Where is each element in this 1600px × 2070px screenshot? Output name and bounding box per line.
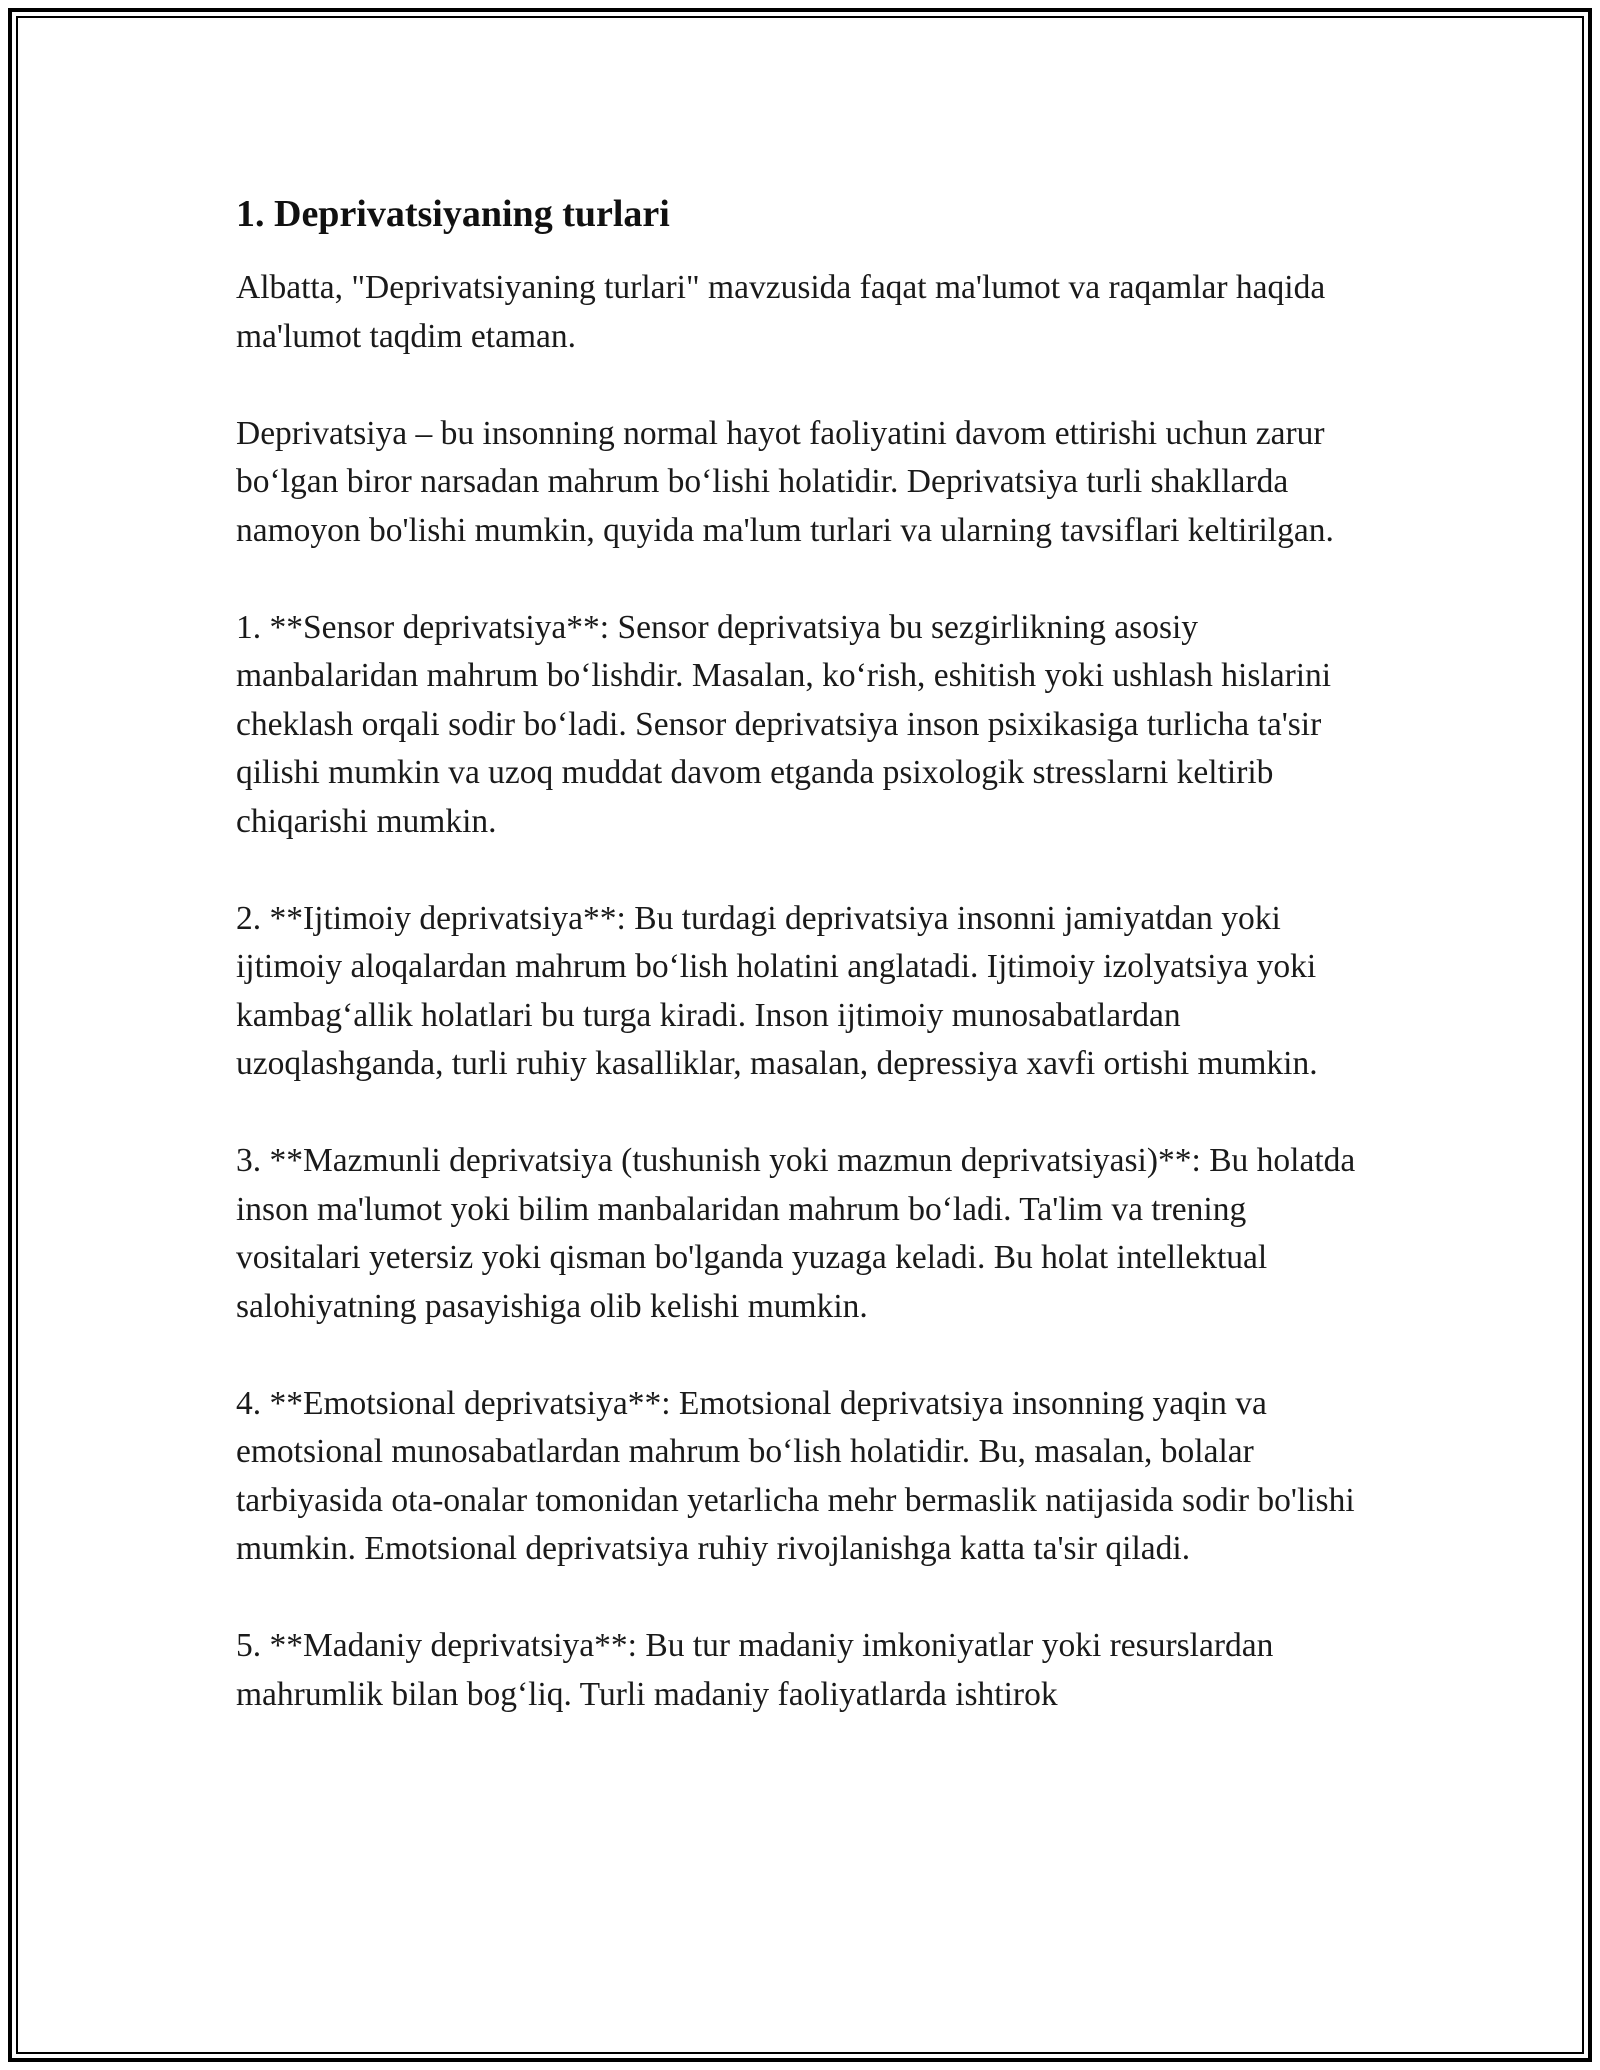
definition-paragraph: Deprivatsiya – bu insonning normal hayot faoliyatini davom ettirishi uchun zarur bo‘lgan biror narsadan mahrum bo‘lishi holatidir. Deprivatsiya turli shakllarda namoyon bo'lishi mumkin, quyida ma'lum turlari va ularning tavsiflari keltirilgan. xyxy=(236,414,1334,549)
list-item-cultural: 5. **Madaniy deprivatsiya**: Bu tur madaniy imkoniyatlar yoki resurslardan mahrumlik bilan bog‘liq. Turli madaniy faoliyatlarda ishtirok xyxy=(236,1627,1274,1713)
list-item-meaningful: 3. **Mazmunli deprivatsiya (tushunish yoki mazmun deprivatsiyasi)**: Bu holatda inson ma'lumot yoki bilim manbalaridan mahrum bo‘ladi. Ta'lim va trening vositalari yetersiz yoki qisman bo'lganda yuzaga keladi. Bu holat intellektual salohiyatning pasayishiga olib kelishi mumkin. xyxy=(236,1142,1356,1325)
document-body xyxy=(236,186,1376,1719)
intro-paragraph: Albatta, "Deprivatsiyaning turlari" mavzusida faqat ma'lumot va raqamlar haqida ma'lumot taqdim etaman. xyxy=(236,269,1326,355)
list-item-social: 2. **Ijtimoiy deprivatsiya**: Bu turdagi deprivatsiya insonni jamiyatdan yoki ijtimoiy aloqalardan mahrum bo‘lish holatini anglatadi. Ijtimoiy izolyatsiya yoki kambag‘allik holatlari bu turga kiradi. Inson ijtimoiy munosabatlardan uzoqlashganda, turli ruhiy kasalliklar, masalan, depressiya xavfi ortishi mumkin. xyxy=(236,899,1318,1082)
list-item-sensor: 1. **Sensor deprivatsiya**: Sensor deprivatsiya bu sezgirlikning asosiy manbalaridan mahrum bo‘lishdir. Masalan, ko‘rish, eshitish yoki ushlash hislarini cheklash orqali sodir bo‘ladi. Sensor deprivatsiya inson psixikasiga turlicha ta'sir qilishi mumkin va uzoq muddat davom etganda psixologik stresslarni keltirib chiqarishi mumkin. xyxy=(236,608,1332,840)
section-heading: 1. Deprivatsiyaning turlari xyxy=(236,193,670,235)
list-item-emotional: 4. **Emotsional deprivatsiya**: Emotsional deprivatsiya insonning yaqin va emotsional munosabatlardan mahrum bo‘lish holatidir. Bu, masalan, bolalar tarbiyasida ota-onalar tomonidan yetarlicha mehr bermaslik natijasida sodir bo'lishi mumkin. Emotsional deprivatsiya ruhiy rivojlanishga katta ta'sir qiladi. xyxy=(236,1384,1355,1567)
